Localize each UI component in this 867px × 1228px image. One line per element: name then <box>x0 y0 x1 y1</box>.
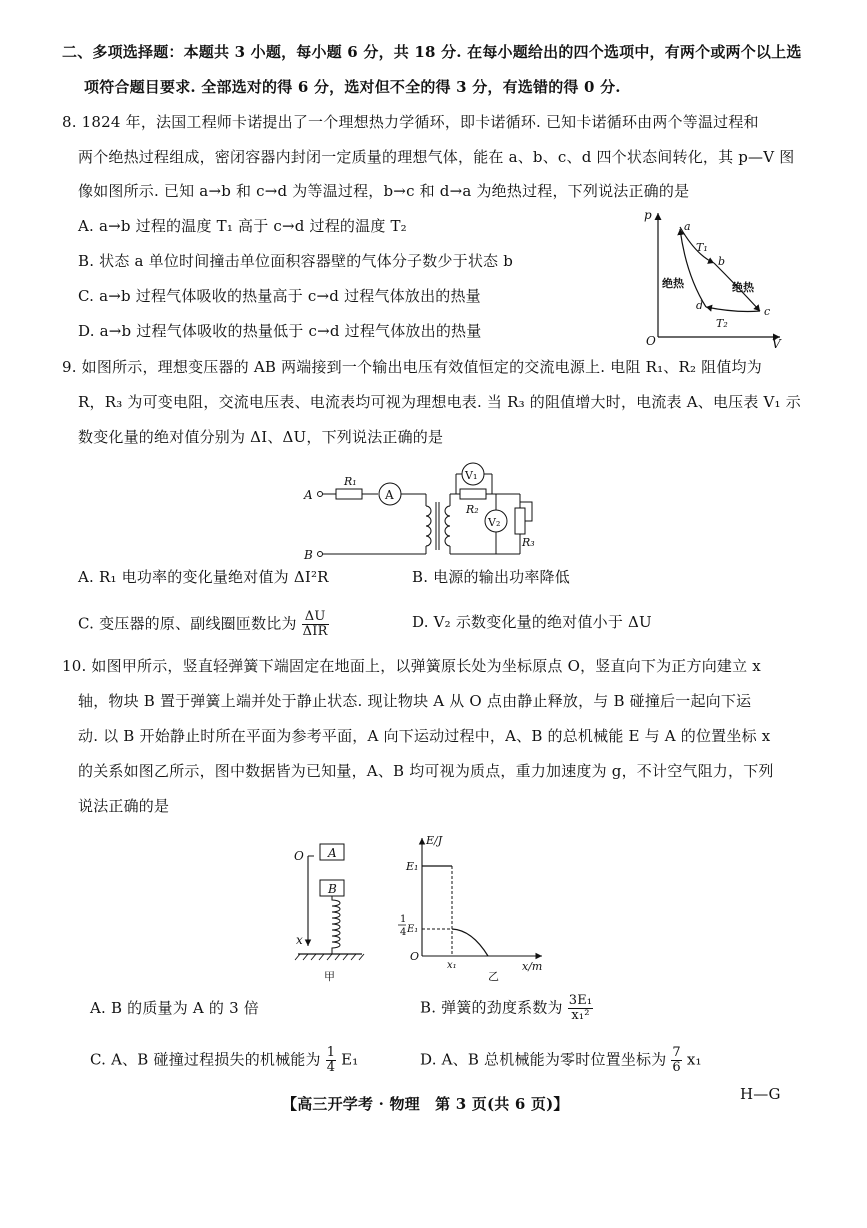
paper-code: H—G <box>740 1085 781 1103</box>
q8-option-c: C. a→b 过程气体吸收的热量高于 c→d 过程气体放出的热量 <box>78 287 481 305</box>
block-b-label: B <box>328 882 337 896</box>
pv-a-label: a <box>684 220 691 233</box>
q9-option-c-text: C. 变压器的原、副线圈匝数比为 <box>78 614 297 633</box>
pv-v-label: V <box>772 337 781 350</box>
q10-stem-line1: 10. 如图甲所示，竖直轻弹簧下端固定在地面上，以弹簧原长处为坐标原点 O，竖直向下为正方向建立 x <box>62 657 761 675</box>
terminal-a-label: A <box>304 488 313 502</box>
q10-option-c-text: C. A、B 碰撞过程损失的机械能为 <box>90 1050 321 1069</box>
q10-option-a: A. B 的质量为 A 的 3 倍 <box>90 999 260 1017</box>
q8-option-b: B. 状态 a 单位时间撞击单位面积容器壁的气体分子数少于状态 b <box>78 252 514 270</box>
q10-option-c <box>90 1046 359 1075</box>
spring-x-label: x <box>296 933 303 947</box>
primary-coil <box>426 506 431 546</box>
q9-stem-line1: 9. 如图所示，理想变压器的 AB 两端接到一个输出电压有效值恒定的交流电源上. 电阻 R₁、R₂ 阻值均为 <box>62 358 762 376</box>
q9-option-b: B. 电源的输出功率降低 <box>412 568 570 586</box>
q10-option-c-numerator: 1 <box>326 1045 336 1060</box>
q9-stem-line2: R，R₃ 为可变电阻，交流电压表、电流表均可视为理想电表. 当 R₃ 的阻值增大时，电流表 A、电压表 V₁ 示 <box>78 393 801 411</box>
q10-stem-line3: 动. 以 B 开始静止时所在平面为参考平面，A 向下运动过程中，A、B 的总机械能 E 与 A 的位置坐标 x <box>78 727 771 745</box>
q8-stem-line1: 8. 1824 年，法国工程师卡诺提出了一个理想热力学循环，即卡诺循环. 已知卡诺循环由两个等温过程和 <box>62 113 759 131</box>
q8-option-a: A. a→b 过程的温度 T₁ 高于 c→d 过程的温度 T₂ <box>78 217 407 235</box>
figure-yi-caption: 乙 <box>488 970 499 982</box>
q10-option-c-suffix: E₁ <box>341 1050 359 1069</box>
pv-adiabatic-left: 绝热 <box>662 277 684 290</box>
v2-label: V₂ <box>488 516 501 529</box>
q10-option-b <box>420 994 593 1023</box>
graph-quarter-num: 1 <box>400 914 407 925</box>
resistor-r2 <box>460 489 486 499</box>
q9-circuit-diagram <box>300 458 560 566</box>
q9-option-a: A. R₁ 电功率的变化量绝对值为 ΔI²R <box>78 568 329 586</box>
graph-e1-label: E₁ <box>406 860 419 873</box>
section-header-line2: 项符合题目要求. 全部选对的得 6 分，选对但不全的得 3 分，有选错的得 0 分. <box>84 78 621 96</box>
resistor-r1 <box>336 489 362 499</box>
r1-label: R₁ <box>344 475 357 488</box>
figure-jia-caption: 甲 <box>324 970 335 983</box>
q10-stem-line2: 轴，物块 B 置于弹簧上端并处于静止状态. 现让物块 A 从 O 点由静止释放，与 B 碰撞后一起向下运 <box>78 692 752 710</box>
ammeter-label: A <box>385 488 394 502</box>
q10-option-d-text: D. A、B 总机械能为零时位置坐标为 <box>420 1050 667 1069</box>
terminal-b-label: B <box>304 548 313 562</box>
q8-stem-line2: 两个绝热过程组成，密闭容器内封闭一定质量的理想气体，能在 a、b、c、d 四个状态间转化，其 p—V 图 <box>78 148 795 166</box>
q10-option-b-text: B. 弹簧的劲度系数为 <box>420 998 563 1017</box>
pv-adiabatic-right: 绝热 <box>732 281 754 294</box>
q9-option-d: D. V₂ 示数变化量的绝对值小于 ΔU <box>412 613 652 631</box>
q10-option-d-fraction <box>671 1046 681 1075</box>
q10-option-b-numerator: 3E₁ <box>568 993 593 1008</box>
q8-pv-diagram <box>636 205 786 350</box>
q9-option-c-denominator: ΔIR <box>302 624 328 639</box>
secondary-coil <box>445 506 450 546</box>
q10-option-d-denominator: 6 <box>672 1060 681 1075</box>
q8-option-d: D. a→b 过程气体吸收的热量低于 c→d 过程气体放出的热量 <box>78 322 482 340</box>
spring-origin-label: O <box>294 849 304 863</box>
section-header-line1: 二、多项选择题：本题共 3 小题，每小题 6 分，共 18 分. 在每小题给出的四个选项中，有两个或两个以上选 <box>62 43 802 61</box>
pv-b-label: b <box>718 255 726 268</box>
q8-stem-line3: 像如图所示. 已知 a→b 和 c→d 为等温过程，b→c 和 d→a 为绝热过程，下列说法正确的是 <box>78 182 690 200</box>
q10-option-d-numerator: 7 <box>672 1045 681 1060</box>
q10-option-d <box>420 1046 702 1075</box>
pv-t2-label: T₂ <box>716 317 728 330</box>
v1-label: V₁ <box>465 469 478 482</box>
graph-origin-label: O <box>410 950 420 963</box>
pv-p-label: p <box>644 208 652 222</box>
pv-origin-label: O <box>646 334 656 348</box>
pv-t1-label: T₁ <box>696 241 708 254</box>
q10-option-b-denominator: x₁² <box>571 1008 590 1023</box>
q10-energy-graph <box>392 832 560 982</box>
r3-label: R₃ <box>522 536 535 549</box>
graph-energy-curve <box>452 929 488 956</box>
graph-quarter-e1: E₁ <box>407 924 419 935</box>
q10-option-d-suffix: x₁ <box>686 1050 702 1069</box>
q9-option-c-numerator: ΔU <box>302 610 329 625</box>
graph-y-axis-label: E/J <box>426 834 443 847</box>
spring-coil <box>332 896 340 954</box>
q10-stem-line4: 的关系如图乙所示，图中数据皆为已知量，A、B 均可视为质点，重力加速度为 g，不计空气阻力，下列 <box>78 762 774 780</box>
pv-c-label: c <box>764 305 771 318</box>
q9-stem-line3: 数变化量的绝对值分别为 ΔI、ΔU，下列说法正确的是 <box>78 428 444 446</box>
page-footer: 【高三开学考 · 物理 第 3 页(共 6 页)】 <box>282 1095 569 1113</box>
resistor-r3 <box>515 508 525 534</box>
q9-option-c <box>78 610 329 639</box>
graph-x-axis-label: x/m <box>522 960 543 973</box>
q10-option-c-fraction <box>326 1046 336 1075</box>
q10-option-c-denominator: 4 <box>326 1060 336 1075</box>
q10-stem-line5: 说法正确的是 <box>78 797 170 815</box>
pv-d-label: d <box>696 299 704 312</box>
q10-spring-figure <box>288 838 374 986</box>
graph-quarter-den: 4 <box>400 927 407 938</box>
q10-option-b-fraction <box>568 994 594 1023</box>
graph-x1-label: x₁ <box>447 960 457 971</box>
q9-option-c-fraction <box>302 610 329 639</box>
block-a-label: A <box>328 846 337 860</box>
r2-label: R₂ <box>466 503 479 516</box>
